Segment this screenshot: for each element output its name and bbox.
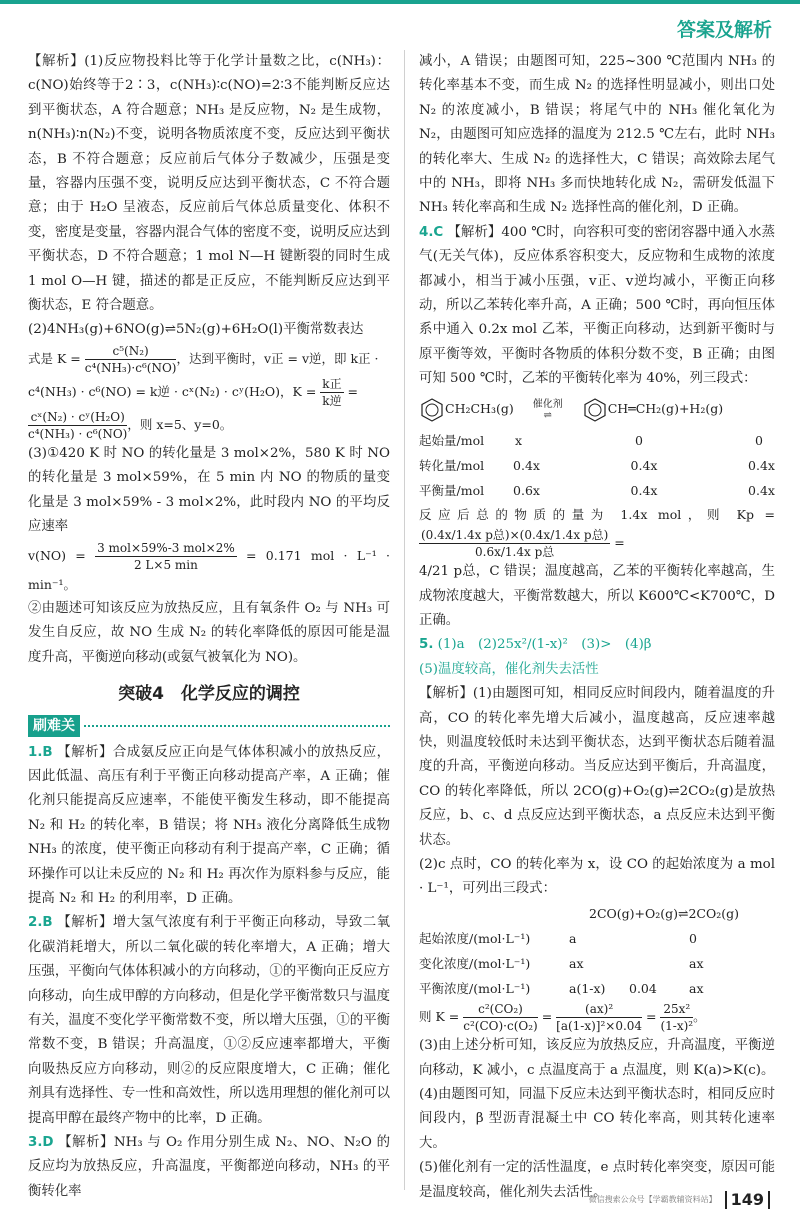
k-ratio-num: k正	[322, 376, 342, 391]
frac-den: [a(1-x)]²×0.04	[556, 1019, 643, 1034]
k-final-line: 则 K = $\frac{\text{c²(CO₂)}}{\text{c²(CO)·c(O₂)}}$ = $\frac{\text{(ax)²}}{\text{[a(1-x)]²×0.04}}$ = $\frac{\text{25x²}}{\text{(1-x)²}}$ 。	[419, 1002, 706, 1034]
answer-1	[28, 741, 390, 912]
rate-lhs: v(NO) =	[28, 547, 86, 563]
answer-4-continued	[419, 560, 775, 633]
k-general-fraction	[28, 409, 127, 442]
k-num: c⁵(N₂)	[85, 343, 177, 360]
kp-prefix: 反应后总的物质的量为 1.4x mol，则 Kp =	[419, 506, 775, 522]
k-final-frac-2	[556, 1001, 642, 1034]
k-ratio-den: k逆	[322, 393, 342, 408]
table-cell: 0.04	[629, 981, 657, 997]
right-column	[419, 50, 775, 1205]
answer-1-text: 【解析】合成氨反应正向是气体体积减小的放热反应，因此低温、高压有利于平衡正向移动提高产率，A 正确；催化剂只能提高反应速率，不能使平衡发生移动，即不能提高 N₂ 和 H₂ 的转化率，B 错误；将 NH₃ 液化分离降低生成物 NH₃ 的浓度，使平衡正向移动有利于提高产率，C 正确；循环操作可以让未反应的 N₂ 和 H₂ 再次作为原料参与反应，能提高 N₂ 和 H₂ 的利用率，D 正确。	[28, 744, 390, 906]
answer-5-analysis-2: (2)c 点时，CO 的转化率为 x，设 CO 的起始浓度为 a mol · L⁻¹，可列出三段式：	[419, 856, 775, 897]
table-cell: 0.4x	[630, 482, 658, 498]
dotted-rule	[84, 725, 390, 727]
answer-5-number: 5.	[419, 637, 434, 653]
three-stage-table-2	[419, 926, 775, 1001]
difficulty-banner	[28, 715, 390, 737]
table-row	[419, 428, 775, 453]
answer-2	[28, 911, 390, 1131]
kp-equals: =	[614, 535, 625, 551]
styrene-reaction	[419, 392, 775, 428]
table-cell: 0	[689, 931, 697, 947]
answer-4	[419, 221, 775, 392]
left-paragraph-4: ②由题述可知该反应为放热反应，且有氧条件 O₂ 与 NH₃ 可发生自反应，故 NO 生成 N₂ 的转化率降低的原因可能是温度升高，平衡逆向移动(或氨气被氧化为 NO)。	[28, 600, 390, 665]
table-cell: ax	[569, 956, 584, 972]
answer-4-tail: ，C 错误；温度越高，乙苯的平衡转化率越高，生成物浓度越大，平衡常数越大，所以 K600℃<K700℃，D 正确。	[419, 564, 775, 628]
answer-5-short-text: (1)a (2)25x²/(1-x)² (3)> (4)β	[437, 637, 652, 653]
k-final-frac-3	[660, 1001, 693, 1034]
k-ratio-fraction	[320, 376, 343, 409]
table-cell: 平衡浓度/(mol·L⁻¹)	[419, 981, 531, 997]
table-cell: a(1-x)	[569, 981, 606, 997]
k-ratio-line	[28, 376, 390, 409]
table-cell	[629, 951, 689, 976]
xy-result: ，则 x=5、y=0。	[127, 416, 233, 432]
product-formula: CH═CH₂(g)+H₂(g)	[607, 401, 724, 417]
answer-2-number: 2.B	[28, 915, 53, 931]
reactant-formula: CH₂CH₃(g)	[445, 401, 514, 417]
table-cell: 0	[755, 432, 763, 448]
kp-fraction	[419, 527, 610, 560]
table-cell: 0.4x	[513, 457, 540, 473]
top-stripe	[0, 0, 800, 4]
period: 。	[693, 1009, 706, 1025]
three-stage-table-1	[419, 428, 775, 503]
table-cell: 起始量/mol	[419, 432, 485, 448]
table-cell: 0.4x	[748, 457, 775, 473]
table-row	[419, 926, 775, 951]
table-row	[419, 976, 775, 1001]
table-cell: 0	[635, 432, 643, 448]
answer-5-analysis-1: 【解析】(1)由题图可知，相同反应时间段内，随着温度的升高，CO 的转化率先增大后减小，温度越高，反应速率越快，则温度较低时未达到平衡状态，达到平衡状态后随着温度的升高，平衡逆向移动。当反应达到平衡后，升高温度，CO 的转化率降低，所以 2CO(g)+O₂(g)⇌2CO₂(g)是放热反应，b、c、d 点反应达到平衡状态，a 点反应未达到平衡状态。	[419, 686, 775, 848]
answer-5-short	[419, 633, 775, 657]
co-equation: 2CO(g)+O₂(g)⇌2CO₂(g)	[589, 905, 740, 921]
kp-result: 4/21 p总	[419, 564, 476, 580]
answer-5-analysis-3: (3)由上述分析可知，该反应为放热反应，升高温度，平衡逆向移动，K 减小，c 点温度高于 a 点温度，则 K(a)>K(c)。	[419, 1038, 775, 1078]
k-prefix: 式是 K =	[28, 350, 81, 366]
kp-num: (0.4x/1.4x p总)×(0.4x/1.4x p总)	[421, 528, 609, 543]
table-row	[419, 453, 775, 478]
answer-5-analysis-5: (5)催化剂有一定的活性温度，e 点时转化率突变，原因可能是温度较高，催化剂失去活性。	[419, 1160, 775, 1200]
answer-4-text: 【解析】400 ℃时，向容积可变的密闭容器中通入水蒸气(无关气体)，反应体系容积变大，反应物和生成物的浓度都减小，相当于减小压强，v正、v逆均减小，平衡正向移动，所以乙苯转化率升高，A 正确；500 ℃时，再向恒压体系中通入 0.2x mol 乙苯，平衡正向移动，达到新平衡时与原平衡等效，平衡时各物质的体积分数不变，B 正确；由图可知 500 ℃时，乙苯的平衡转化率为 40%，列三段式：	[419, 224, 775, 387]
rate-line	[28, 540, 390, 597]
table-cell: 0.4x	[748, 482, 775, 498]
benzene-ring-icon	[582, 397, 608, 423]
frac-den: c²(CO)·c(O₂)	[463, 1019, 538, 1034]
k-expression	[28, 343, 390, 376]
answer-4-number: 4.C	[419, 224, 444, 240]
page-header-title: 答案及解析	[676, 19, 772, 41]
footer-text: 微信搜索公众号【学霸教辅资料站】	[588, 1194, 717, 1204]
left-paragraph-1: 【解析】(1)反应物投料比等于化学计量数之比，c(NH₃)：c(NO)始终等于2∶3，c(NH₃)∶c(NO)=2∶3不能判断反应达到平衡状态，A 符合题意；NH₃ 是反应物，N₂ 是生成物，n(NH₃)∶n(N₂)不变，说明各物质浓度不变，反应达到平衡状态，B 不符合题意；反应前后气体分子数减少，压强是变量，容器内压强不变，说明反应达到平衡状态，C 不符合题意；由于 H₂O 呈液态，反应前后气体总质量变化、体积不变，密度是变量，容器内混合气体的密度不变，说明反应达到平衡状态，D 不符合题意；1 mol N—H 键断裂的同时生成 1 mol O—H 键，描述的都是正反应，不能判断反应达到平衡状态，E 符合题意。	[28, 54, 390, 314]
frac-num: (ax)²	[556, 1001, 642, 1018]
answer-3-continued: 减小，A 错误；由题图可知，225~300 ℃范围内 NH₃ 的转化率基本不变，而生成 N₂ 的选择性明显减小，则出口处 N₂ 的浓度减小，B 错误；将尾气中的 NH₃ 催化氧化为 N₂，由题图可知应选择的温度为 212.5 ℃左右，此时 NH₃ 的转化率大、生成 N₂ 的选择性大，C 错误；高效除去尾气中的 NH₃，即将 NH₃ 多而快地转化成 N₂，需研发低温下 NH₃ 转化率高和生成 N₂ 选择性高的催化剂，D 正确。	[419, 54, 775, 216]
frac-num: 25x²	[660, 1001, 693, 1018]
table-row	[419, 478, 775, 503]
frac-num: c²(CO₂)	[463, 1001, 537, 1018]
table-cell: ax	[689, 981, 704, 997]
rate-num: 3 mol×59%-3 mol×2%	[97, 540, 235, 555]
answer-3-number: 3.D	[28, 1135, 54, 1151]
rate-fraction	[95, 540, 237, 573]
table-cell: x	[515, 432, 523, 448]
k-general-num: cˣ(N₂) · cʸ(H₂O)	[28, 409, 127, 426]
table-cell: 平衡量/mol	[419, 482, 485, 498]
k-den: c⁴(NH₃)·c⁶(NO)	[84, 360, 177, 375]
kp-line	[419, 503, 775, 560]
answer-1-number: 1.B	[28, 744, 53, 760]
rate-rhs: = 0.171 mol · L⁻¹ · min⁻¹。	[28, 547, 390, 592]
kp-den: 0.6x/1.4x p总	[475, 545, 555, 560]
table-cell	[629, 926, 689, 951]
k-suffix: ，达到平衡时，v正 = v逆，即 k正 ·	[176, 350, 379, 366]
difficulty-badge: 刷难关	[28, 715, 80, 737]
left-paragraph-2a: (2)4NH₃(g)+6NO(g)⇌5N₂(g)+6H₂O(l)平衡常数表达	[28, 322, 364, 338]
k-general-den: c⁴(NH₃) · c⁶(NO)	[28, 426, 128, 441]
answer-3	[28, 1131, 390, 1204]
page-number: 149	[725, 1191, 770, 1209]
left-paragraph-3: (3)①420 K 时 NO 的转化量是 3 mol×2%，580 K 时 NO 的转化量是 3 mol×59%，在 5 min 内 NO 的物质的量变化量是 3 mol×59% - 3 mol×2%，此时段内 NO 的平均反应速率	[28, 445, 390, 535]
page-footer	[589, 1188, 770, 1212]
catalyst-arrow: 催化剂 ⇌	[532, 398, 563, 421]
answer-3-text: 【解析】NH₃ 与 O₂ 作用分别生成 N₂、NO、N₂O 的反应均为放热反应，升高温度，平衡都逆向移动，NH₃ 的平衡转化率	[28, 1135, 390, 1199]
table-cell: 0.4x	[630, 457, 658, 473]
k-fraction	[85, 343, 177, 376]
answer-2-text: 【解析】增大氢气浓度有利于平衡正向移动，导致二氧化碳消耗增大，所以二氧化碳的转化率增大，A 正确；增大压强，平衡向气体体积减小的方向移动，①的平衡向正反应方向移动，向生成甲醇的方向移动，但是化学平衡常数只与温度有关，温度不变化学平衡常数不变，所以增大压强，①的平衡常数不变，B 错误；升高温度，①②反应速率都增大，平衡向吸热反应方向移动，则②的反应限度增大，C 正确；催化剂具有选择性、专一性和高效性，所以选用理想的催化剂可以提高甲醇在最终产物中的比率，D 正确。	[28, 915, 390, 1126]
rate-equality: c⁴(NH₃) · c⁶(NO) = k逆 · cˣ(N₂) · cʸ(H₂O)，K =	[28, 383, 317, 399]
table-cell: ax	[689, 956, 704, 972]
k-final-frac-1	[463, 1001, 537, 1034]
table-cell: a	[569, 931, 577, 947]
table-row	[419, 951, 775, 976]
left-column	[28, 50, 390, 1204]
rate-den: 2 L×5 min	[133, 557, 198, 572]
column-divider	[404, 50, 405, 1190]
equals-sign: =	[343, 383, 359, 399]
table-cell: 0.6x	[513, 482, 540, 498]
benzene-ring-icon	[419, 397, 445, 423]
table-cell: 变化浓度/(mol·L⁻¹)	[419, 956, 531, 972]
table-cell: 转化量/mol	[419, 457, 485, 473]
answer-5-short-2: (5)温度较高，催化剂失去活性	[419, 661, 599, 677]
answer-5-analysis-4: (4)由题图可知，同温下反应未达到平衡状态时，相同反应时间段内，β 型沥青混凝土中 CO 转化率高，则其转化速率大。	[419, 1087, 775, 1151]
k-final-prefix: 则 K =	[419, 1009, 460, 1025]
frac-den: (1-x)²	[660, 1019, 694, 1034]
k-general-line	[28, 409, 390, 442]
section-title: 突破4 化学反应的调控	[118, 684, 300, 705]
table-cell: 起始浓度/(mol·L⁻¹)	[419, 931, 531, 947]
catalyst-label: 催化剂	[532, 398, 563, 410]
